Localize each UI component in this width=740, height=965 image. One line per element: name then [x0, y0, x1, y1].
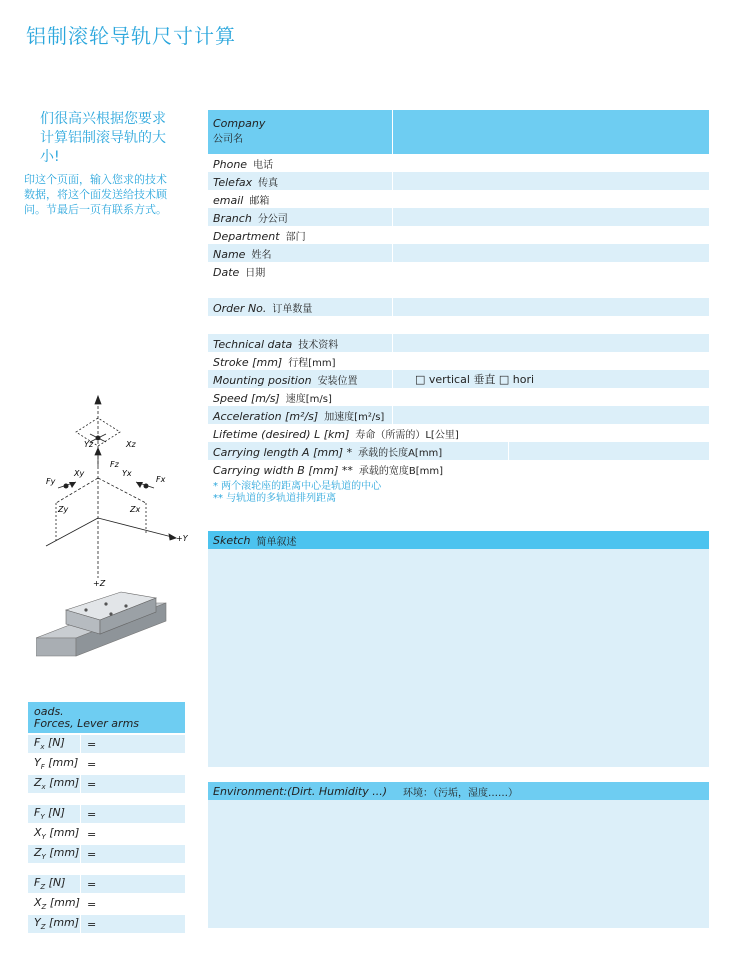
stroke-label-cn: 行程[mm] — [288, 357, 336, 369]
load-symbol: $Y_Z$ [mm] — [34, 916, 80, 932]
page-title: 铝制滚轮导轨尺寸计算 — [26, 24, 236, 48]
email-label: email — [213, 193, 244, 207]
xy-label: Xy — [74, 469, 85, 478]
speed-label: Speed [m/s] — [213, 391, 280, 405]
load-value-field[interactable]: = — [80, 805, 185, 823]
name-row — [208, 244, 709, 262]
sketch-header — [208, 531, 709, 549]
accel-row — [208, 406, 709, 424]
intro-text: 印这个页面，输入您求的技术数据，将这个面发送给技术顾问。节最后一页有联系方式。 — [24, 173, 167, 216]
carry-length-row — [208, 442, 709, 460]
mount-label: Mounting position — [213, 373, 312, 387]
speed-field[interactable] — [392, 388, 709, 406]
fx-label: Fx — [156, 475, 166, 484]
load-value-field[interactable]: = — [80, 875, 185, 893]
date-row — [208, 262, 709, 280]
footnote-2: ** 与轨道的多轨道排列距离 — [213, 493, 337, 504]
lifetime-row — [208, 424, 709, 442]
date-label: Date — [213, 265, 240, 279]
load-value-field[interactable]: = — [80, 845, 185, 863]
company-field[interactable] — [392, 110, 709, 154]
environment-label: Environment:(Dirt. Humidity ...) — [213, 784, 387, 798]
stroke-row — [208, 352, 709, 370]
load-row — [28, 775, 185, 793]
department-row — [208, 226, 709, 244]
load-row — [28, 735, 185, 753]
fz-label: Fz — [110, 460, 119, 469]
company-row — [208, 110, 709, 154]
load-row — [28, 825, 185, 843]
tech-field[interactable] — [392, 334, 709, 352]
load-row — [28, 915, 185, 933]
lifetime-label: Lifetime (desired) L [km] — [213, 427, 350, 441]
sketch-area[interactable] — [208, 549, 709, 767]
load-value-field[interactable]: = — [80, 915, 185, 933]
speed-label-cn: 速度[m/s] — [285, 393, 332, 405]
lifetime-label-cn: 寿命（所需的）L[公里] — [355, 429, 459, 441]
load-value-field[interactable]: = — [80, 775, 185, 793]
tech-row — [208, 334, 709, 352]
tech-label: Technical data — [213, 337, 293, 351]
carry-length-field[interactable] — [508, 442, 709, 460]
mount-label-cn: 安装位置 — [317, 375, 358, 387]
loads-table — [28, 702, 185, 933]
company-label-cn: 公司名 — [213, 134, 243, 145]
yz-label: Yz — [84, 440, 94, 449]
order-row — [208, 298, 709, 316]
sketch-label-cn: 简单叙述 — [256, 536, 297, 548]
accel-label-cn: 加速度[m²/s] — [324, 411, 385, 423]
department-field[interactable] — [392, 226, 709, 244]
date-label-cn: 日期 — [245, 267, 266, 279]
environment-label-cn: 环境：（污垢，湿度……） — [403, 787, 518, 799]
order-field[interactable] — [392, 298, 709, 316]
stroke-label: Stroke [mm] — [213, 355, 283, 369]
carry-length-label: Carrying length A [mm] * — [213, 445, 353, 459]
name-label-cn: 姓名 — [251, 249, 272, 261]
name-field[interactable] — [392, 244, 709, 262]
loads-header — [28, 702, 185, 733]
accel-field[interactable] — [392, 406, 709, 424]
carry-width-field[interactable] — [508, 460, 709, 478]
phone-field[interactable] — [392, 154, 709, 172]
plus-y-label: +Y — [176, 534, 188, 543]
department-label-cn: 部门 — [285, 231, 306, 243]
load-row — [28, 875, 185, 893]
load-symbol: $F_Z$ [N] — [34, 876, 66, 892]
loads-title: oads. — [34, 705, 64, 718]
phone-label-cn: 电话 — [253, 159, 274, 171]
load-symbol: $X_Z$ [mm] — [34, 896, 80, 912]
plus-z-label: +Z — [93, 579, 106, 588]
branch-row — [208, 208, 709, 226]
telefax-row — [208, 172, 709, 190]
intro-heading: 们很高兴根据您要求计算铝制滚导轨的大小! — [40, 111, 166, 165]
order-label-cn: 订单数量 — [272, 303, 313, 315]
load-value-field[interactable]: = — [80, 755, 185, 773]
fy-label: Fy — [46, 477, 56, 486]
request-form — [208, 110, 709, 505]
mount-row — [208, 370, 709, 388]
environment-area[interactable] — [208, 800, 709, 928]
rail-carriage-image — [36, 592, 166, 656]
footnote-1: * 两个滚轮座的距离中心是轨道的中心 — [213, 481, 382, 492]
zy-label: Zy — [58, 505, 69, 514]
load-symbol: $X_Y$ [mm] — [34, 826, 80, 842]
load-value-field[interactable]: = — [80, 895, 185, 913]
department-label: Department — [213, 229, 280, 243]
load-row — [28, 805, 185, 823]
tech-label-cn: 技术资料 — [298, 339, 339, 351]
load-symbol: $F_x$ [N] — [34, 736, 65, 752]
name-label: Name — [213, 247, 246, 261]
email-label-cn: 邮箱 — [249, 195, 270, 207]
carry-width-label: Carrying width B [mm] ** — [213, 463, 353, 477]
load-value-field[interactable]: = — [80, 825, 185, 843]
phone-label: Phone — [213, 157, 248, 171]
load-row — [28, 895, 185, 913]
sketch-label: Sketch — [213, 533, 251, 547]
email-row — [208, 190, 709, 208]
load-symbol: $Y_F$ [mm] — [34, 756, 79, 772]
loads-subtitle: Forces, Lever arms — [34, 717, 140, 730]
telefax-field[interactable] — [392, 172, 709, 190]
load-symbol: $Z_x$ [mm] — [34, 776, 80, 792]
carry-width-row — [208, 460, 709, 478]
phone-row — [208, 154, 709, 172]
footnotes — [208, 478, 709, 505]
telefax-label: Telefax — [213, 175, 253, 189]
xz-label: Xz — [126, 440, 136, 449]
carry-width-label-cn: 承载的宽度B[mm] — [358, 465, 444, 477]
email-field[interactable] — [392, 190, 709, 208]
load-symbol: $Z_Y$ [mm] — [34, 846, 80, 862]
load-row — [28, 755, 185, 773]
lifetime-field[interactable] — [508, 424, 709, 442]
load-row — [28, 845, 185, 863]
stroke-field[interactable] — [392, 352, 709, 370]
load-value-field[interactable]: = — [80, 735, 185, 753]
telefax-label-cn: 传真 — [258, 177, 279, 189]
mount-options[interactable]: □ vertical 垂直 □ hori — [392, 370, 709, 388]
carry-length-label-cn: 承载的长度A[mm] — [358, 447, 443, 459]
branch-field[interactable] — [392, 208, 709, 226]
force-axes-diagram — [36, 388, 196, 668]
date-field[interactable] — [392, 262, 709, 280]
environment-header — [208, 782, 709, 800]
speed-row — [208, 388, 709, 406]
company-label: Company — [213, 117, 266, 130]
load-symbol: $F_Y$ [N] — [34, 806, 65, 822]
zx-label: Zx — [130, 505, 141, 514]
branch-label-cn: 分公司 — [257, 213, 288, 225]
accel-label: Acceleration [m²/s] — [213, 409, 319, 423]
branch-label: Branch — [213, 211, 252, 225]
order-label: Order No. — [213, 301, 267, 315]
yx-label: Yx — [122, 469, 132, 478]
